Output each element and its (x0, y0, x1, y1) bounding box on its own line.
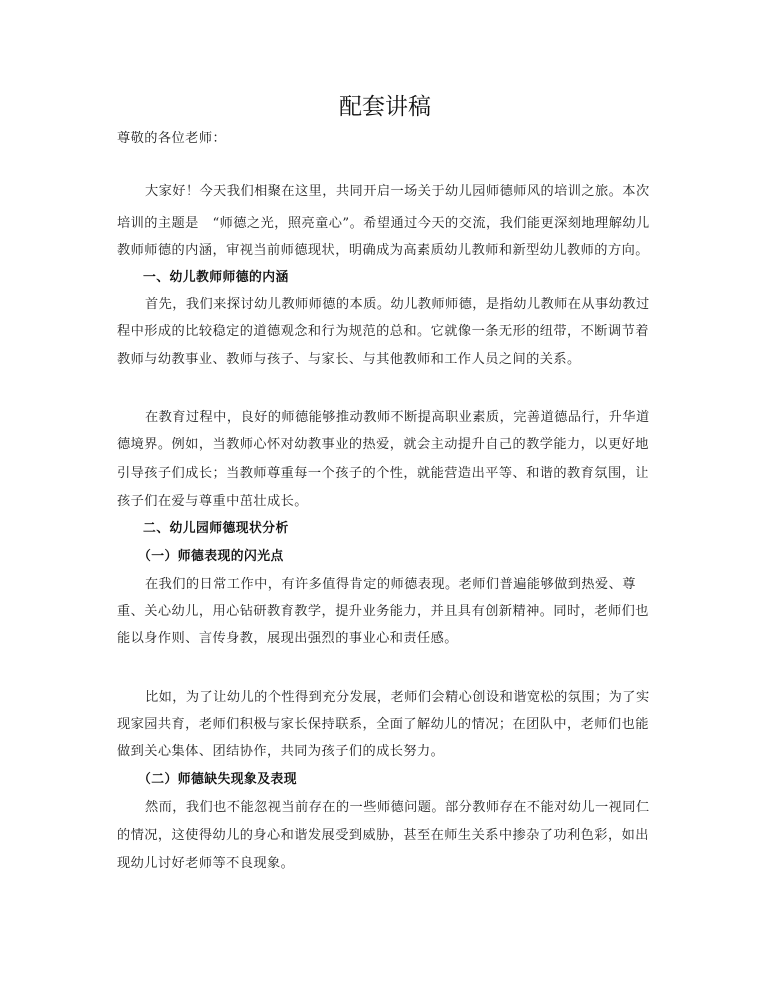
text-line: 做到关心集体、团结协作，共同为孩子们的成长努力。 (117, 744, 445, 759)
text-line: 程中形成的比较稳定的道德观念和行为规范的总和。它就像一条无形的纽带，不断调节着 (117, 324, 649, 339)
text-line: 现幼儿讨好老师等不良现象。 (117, 856, 295, 871)
text-line: 的情况，这使得幼儿的身心和谐发展受到威胁，甚至在师生关系中掺杂了功利色彩，如出 (117, 828, 649, 843)
text-line: 孩子们在爱与尊重中茁壮成长。 (117, 494, 308, 509)
text-line: 德境界。例如，当教师心怀对幼教事业的热爱，就会主动提升自己的教学能力，以更好地 (117, 437, 649, 452)
text-line: 大家好！今天我们相聚在这里，共同开启一场关于幼儿园师德师风的培训之旅。本次 (145, 184, 650, 199)
section-heading-1: 一、幼儿教师师德的内涵 (143, 270, 289, 285)
text-line: 然而，我们也不能忽视当前存在的一些师德问题。部分教师存在不能对幼儿一视同仁 (145, 800, 650, 815)
text-line: 能以身作则、言传身教，展现出强烈的事业心和责任感。 (117, 631, 458, 646)
text-line: 教师与幼教事业、教师与孩子、与家长、与其他教师和工作人员之间的关系。 (117, 352, 581, 367)
subsection-heading-2: （二）师德缺失现象及表现 (138, 772, 297, 787)
text-line: 现家园共育，老师们积极与家长保持联系，全面了解幼儿的情况；在团队中，老师们也能 (117, 717, 649, 732)
subsection-heading-1: （一）师德表现的闪光点 (138, 549, 284, 564)
text-line: 首先，我们来探讨幼儿教师师德的本质。幼儿教师师德，是指幼儿教师在从事幼教过 (145, 297, 650, 312)
text-line: 比如，为了让幼儿的个性得到充分发展，老师们会精心创设和谐宽松的氛围；为了实 (145, 690, 650, 705)
document-title: 配套讲稿 (339, 94, 431, 120)
text-line: 培训的主题是 “师德之光，照亮童心”。希望通过今天的交流，我们能更深刻地理解幼儿 (117, 216, 650, 231)
text-line: 在教育过程中，良好的师德能够推动教师不断提高职业素质，完善道德品行，升华道 (145, 410, 650, 425)
text-line: 在我们的日常工作中，有许多值得肯定的师德表现。老师们普遍能够做到热爱、尊 (145, 577, 636, 592)
salutation: 尊敬的各位老师： (117, 131, 227, 146)
text-line: 重、关心幼儿，用心钻研教育教学，提升业务能力，并且具有创新精神。同时，老师们也 (117, 604, 649, 619)
text-line: 引导孩子们成长；当教师尊重每一个孩子的个性，就能营造出平等、和谐的教育氛围，让 (117, 466, 649, 481)
text-line: 教师师德的内涵，审视当前师德现状，明确成为高素质幼儿教师和新型幼儿教师的方向。 (117, 243, 649, 258)
section-heading-2: 二、幼儿园师德现状分析 (143, 521, 289, 536)
